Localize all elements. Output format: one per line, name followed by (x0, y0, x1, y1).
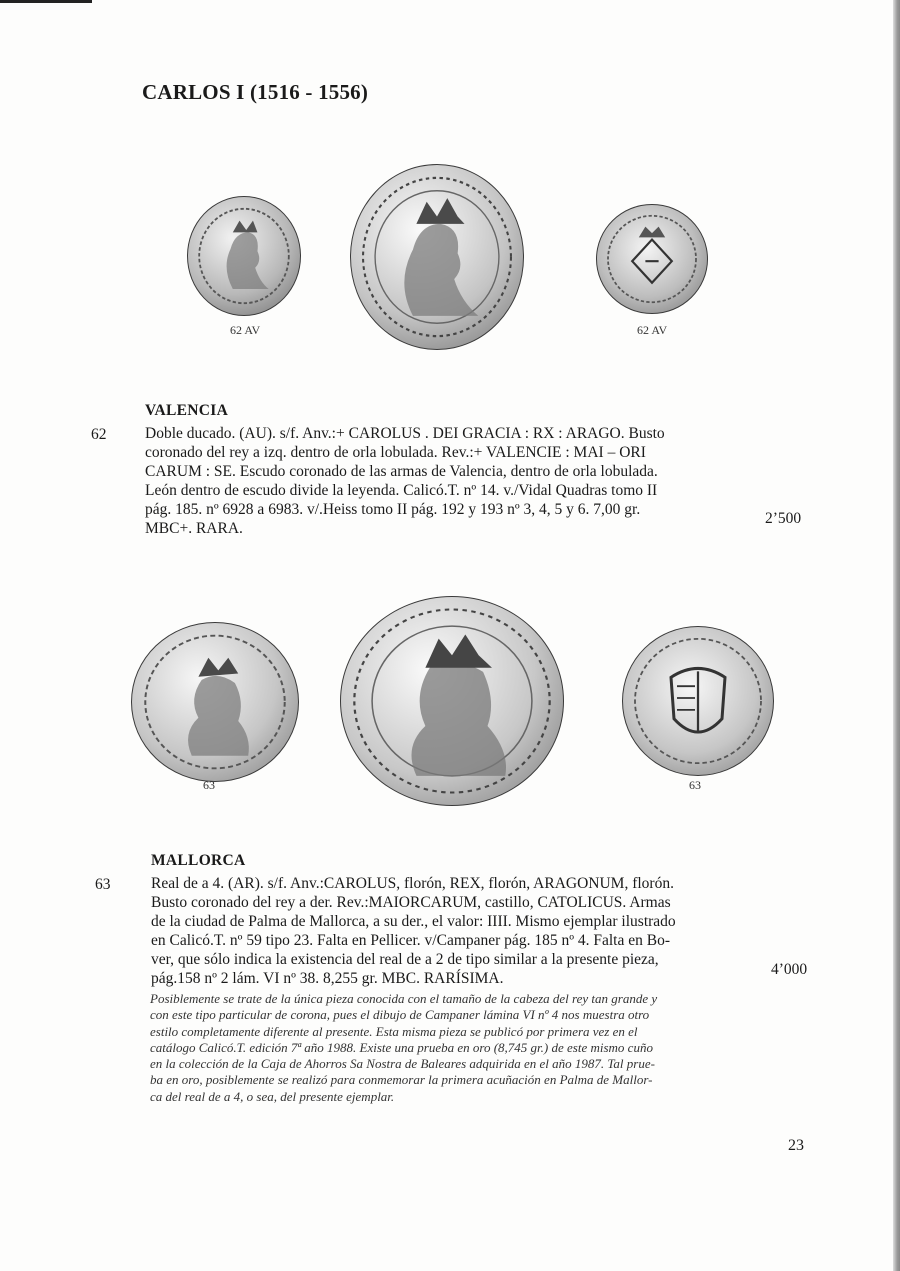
region-heading-valencia: VALENCIA (145, 402, 229, 419)
coin-62-reverse-small (596, 204, 708, 314)
lot-62-description (145, 424, 750, 538)
lot-63-note (150, 991, 755, 1105)
desc-line: ver, que sólo indica la existencia del real de a 2 de tipo similar a la presente pieza, (151, 951, 659, 968)
desc-line: pág. 185. nº 6928 a 6983. v/.Heiss tomo II pág. 192 y 193 nº 3, 4, 5 y 6. 7,00 gr. (145, 501, 641, 518)
page-number: 23 (788, 1137, 804, 1154)
coin-62-obverse-small (187, 196, 301, 316)
lot-number-63: 63 (95, 876, 111, 893)
note-line: Posiblemente se trate de la única pieza conocida con el tamaño de la cabeza del rey tan grande y (150, 991, 658, 1006)
coin-63-caption-left: 63 (203, 778, 215, 792)
desc-line: CARUM : SE. Escudo coronado de las armas de Valencia, dentro de orla lobulada. (145, 463, 658, 480)
coin-63-obverse-small (131, 622, 299, 782)
lot-63-description (151, 874, 751, 988)
desc-line: de la ciudad de Palma de Mallorca, a su der., el valor: IIII. Mismo ejemplar ilustrado (151, 913, 676, 930)
coin-63-reverse-small (622, 626, 774, 776)
note-line: estilo completamente diferente al presente. Esta misma pieza se publicó por primera vez en el (150, 1023, 638, 1039)
desc-line: Doble ducado. (AU). s/f. Anv.:+ CAROLUS . DEI GRACIA : RX : ARAGO. Busto (145, 425, 665, 442)
note-line: con este tipo particular de corona, pues el dibujo de Campaner lámina VI nº 4 nos muestra otro (150, 1007, 650, 1023)
page-edge-shadow (893, 0, 900, 1271)
note-line: ba en oro, posiblemente se realizó para conmemorar la primera acuñación en Palma de Mallor- (150, 1072, 653, 1088)
coin-62-caption-left: 62 AV (230, 323, 261, 337)
coin-63-obverse-large (340, 596, 564, 806)
desc-line: Busto coronado del rey a der. Rev.:MAIORCARUM, castillo, CATOLICUS. Armas (151, 894, 671, 911)
lot-63-price: 4’000 (771, 961, 808, 978)
coin-62-caption-right: 62 AV (637, 323, 668, 337)
desc-line: pág.158 nº 2 lám. VI nº 38. 8,255 gr. MBC. RARÍSIMA. (151, 970, 504, 987)
page-edge-mark (0, 0, 92, 3)
desc-line: MBC+. RARA. (145, 520, 243, 537)
lot-number-62: 62 (91, 426, 107, 443)
region-heading-mallorca: MALLORCA (151, 852, 246, 869)
desc-line: León dentro de escudo divide la leyenda. Calicó.T. nº 14. v./Vidal Quadras tomo II (145, 482, 658, 499)
page-title: CARLOS I (1516 - 1556) (142, 80, 369, 104)
coin-63-caption-right: 63 (689, 778, 701, 792)
lot-62-price: 2’500 (765, 510, 802, 527)
note-line: ca del real de a 4, o sea, del presente ejemplar. (150, 1088, 395, 1104)
desc-line: Real de a 4. (AR). s/f. Anv.:CAROLUS, florón, REX, florón, ARAGONUM, florón. (151, 875, 674, 892)
coin-62-obverse-large (350, 164, 524, 350)
note-line: catálogo Calicó.T. edición 7ª año 1988. Existe una prueba en oro (8,745 gr.) de este mismo cuño (150, 1039, 653, 1055)
desc-line: en Calicó.T. nº 59 tipo 23. Falta en Pellicer. v/Campaner pág. 185 nº 4. Falta en Bo- (151, 932, 670, 949)
desc-line: coronado del rey a izq. dentro de orla lobulada. Rev.:+ VALENCIE : MAI – ORI (145, 444, 646, 461)
note-line: en la colección de la Caja de Ahorros Sa Nostra de Baleares adquirida en el año 1987. Tal prue- (150, 1056, 655, 1072)
